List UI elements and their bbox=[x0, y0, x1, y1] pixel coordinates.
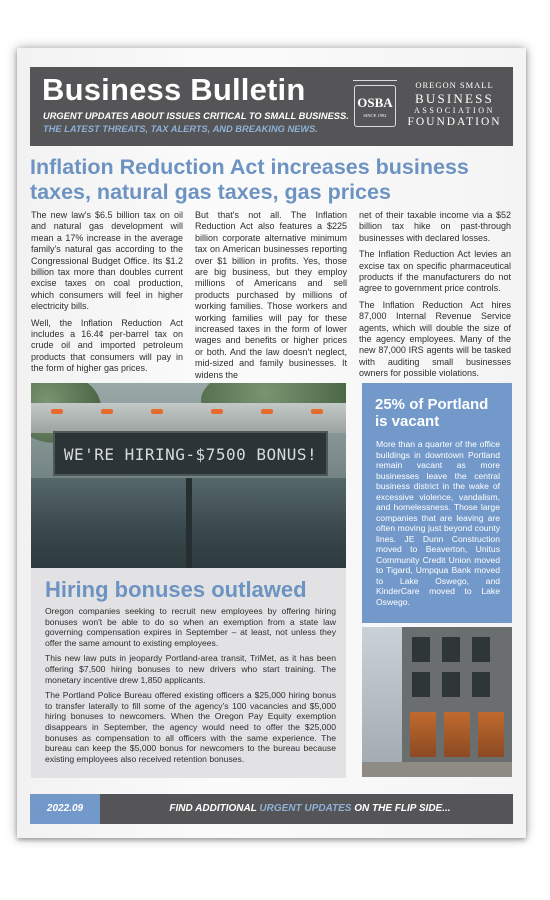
bus-hiring-photo bbox=[31, 383, 346, 568]
issue-date: 2022.09 bbox=[30, 794, 100, 824]
hiring-article-title: Hiring bonuses outlawed bbox=[45, 577, 307, 602]
lead-paragraph: The Inflation Reduction Act hires 87,000 Internal Revenue Service agents, which will double the size of the agency employees. Many of the new 87,000 IRS agents will be tasked with auditing small businesses owners for possible violations. bbox=[359, 299, 511, 379]
lead-paragraph: net of their taxable income via a $52 billion tax hike on past-through businesses with declared losses. bbox=[359, 210, 511, 243]
building-window bbox=[412, 637, 430, 662]
storefront-glass bbox=[410, 712, 436, 757]
building-window bbox=[412, 672, 430, 697]
org-name-line-4: FOUNDATION bbox=[407, 115, 502, 128]
bus-sign-text: WE'RE HIRING-$7500 BONUS! bbox=[63, 445, 318, 464]
org-name-line-2: BUSINESS bbox=[414, 90, 494, 106]
flip-side-accent: URGENT UPDATES bbox=[259, 803, 352, 814]
org-name-line-3: ASSOCIATION bbox=[413, 105, 496, 115]
masthead-tagline-secondary: THE LATEST THREATS, TAX ALERTS, AND BREAKING NEWS. bbox=[43, 124, 318, 134]
bus-pillar bbox=[186, 478, 192, 568]
masthead bbox=[30, 67, 513, 146]
building-window bbox=[442, 637, 460, 662]
seal-hanger bbox=[353, 80, 397, 85]
sidebar-body: More than a quarter of the office buildings in downtown Portland remain vacant as more businesses leave the central business district in the wake of excessive violence, vandalism, and homelessness. Those large companies that are leaving are often moving just beyond county lines. JE Dunn Construction moved to Beaverton, Unitus Community Credit Union moved to Tigard, Umpqua Bank moved to Lake Oswego, and KinderCare moved to Lake Oswego. bbox=[376, 439, 500, 607]
bus-marker-lamp bbox=[211, 409, 223, 414]
lead-headline: Inflation Reduction Act increases business taxes, natural gas taxes, gas prices bbox=[30, 155, 469, 204]
footer-bar bbox=[30, 794, 513, 824]
bus-marker-lamp bbox=[101, 409, 113, 414]
lead-column-3 bbox=[359, 210, 511, 385]
sidebar-title: 25% of Portland is vacant bbox=[375, 396, 489, 430]
building-window bbox=[472, 672, 490, 697]
bus-marker-lamp bbox=[51, 409, 63, 414]
flip-side-text-start: FIND ADDITIONAL bbox=[169, 803, 260, 814]
bulletin-title: Business Bulletin bbox=[42, 72, 306, 107]
masthead-tagline-primary: URGENT UPDATES ABOUT ISSUES CRITICAL TO SMALL BUSINESS. bbox=[43, 111, 349, 121]
building-window bbox=[442, 672, 460, 697]
sidewalk bbox=[362, 762, 512, 777]
org-name-line-1: OREGON SMALL bbox=[415, 80, 494, 90]
hiring-article-body bbox=[45, 606, 336, 769]
hiring-bonus-article bbox=[31, 568, 346, 778]
bus-roof bbox=[31, 403, 346, 433]
flip-side-text-end: ON THE FLIP SIDE... bbox=[351, 803, 451, 814]
bus-destination-sign bbox=[53, 431, 328, 476]
lead-column-1 bbox=[31, 210, 183, 380]
flip-side-notice bbox=[120, 794, 500, 824]
seal-letters: OSBA bbox=[357, 95, 393, 110]
bus-marker-lamp bbox=[311, 409, 323, 414]
hiring-paragraph: This new law puts in jeopardy Portland-area transit, TriMet, as it has been offering $7,500 hiring bonuses to new drivers who start training. The monetary incentive drew 1,850 applicants. bbox=[45, 653, 336, 685]
lead-paragraph: Well, the Inflation Reduction Act includes a 16.4¢ per-barrel tax on crude oil and imported petroleum products that consumers will pay in the form of higher gas prices. bbox=[31, 317, 183, 374]
bus-marker-lamp bbox=[151, 409, 163, 414]
vacant-building-photo bbox=[362, 627, 512, 777]
organization-name bbox=[402, 81, 507, 128]
hiring-paragraph: The Portland Police Bureau offered existing officers a $25,000 hiring bonus to transfer laterally to fill some of the agency's 100 vacancies and $5,000 hiring bonuses to newcomers. When the Oregon Pay Equity exemption disappears in September, the agency would need to offer the $25,000 bonuses as compensation to all officers with the same experience. The bureau can keep the $5,000 bonus for newcomers to the bureau because existing employees also received retention bonuses. bbox=[45, 690, 336, 764]
lead-paragraph: But that's not all. The Inflation Reduction Act also features a $225 billion corporate alternative minimum tax on American businesses reporting over $1 billion in profits. Yes, those are big business, but they employ millions of Americans and sell products purchased by millions of working families. Those workers and working families will pay for these increased taxes in the form of lower wages and benefits or higher prices or both. And the law doesn't neglect, mid-sized and family businesses. It widens the bbox=[195, 210, 347, 380]
bus-marker-lamp bbox=[261, 409, 273, 414]
seal-since: SINCE 1992 bbox=[363, 113, 387, 118]
portland-vacancy-sidebar bbox=[362, 383, 512, 623]
lead-paragraph: The new law's $6.5 billion tax on oil and natural gas development will mean a 17% increase in the average family's natural gas according to the Congressional Budget Office. Its $1.2 billion tax more than doubles current excise taxes on coal production, which consumers will feel in higher electricity bills. bbox=[31, 210, 183, 312]
storefront-glass bbox=[478, 712, 504, 757]
hiring-paragraph: Oregon companies seeking to recruit new employees by offering hiring bonuses won't be able to do so when an exemption from a state law governing compensation expires in September – at least, not unless they offer the same amount to existing employees. bbox=[45, 606, 336, 648]
storefront-glass bbox=[444, 712, 470, 757]
osba-logo-seal bbox=[354, 85, 396, 127]
lead-paragraph: The Inflation Reduction Act levies an excise tax on specific pharmaceutical products if the manufacturers do not agree to government price controls. bbox=[359, 249, 511, 294]
lead-column-2 bbox=[195, 210, 347, 386]
building-window bbox=[472, 637, 490, 662]
